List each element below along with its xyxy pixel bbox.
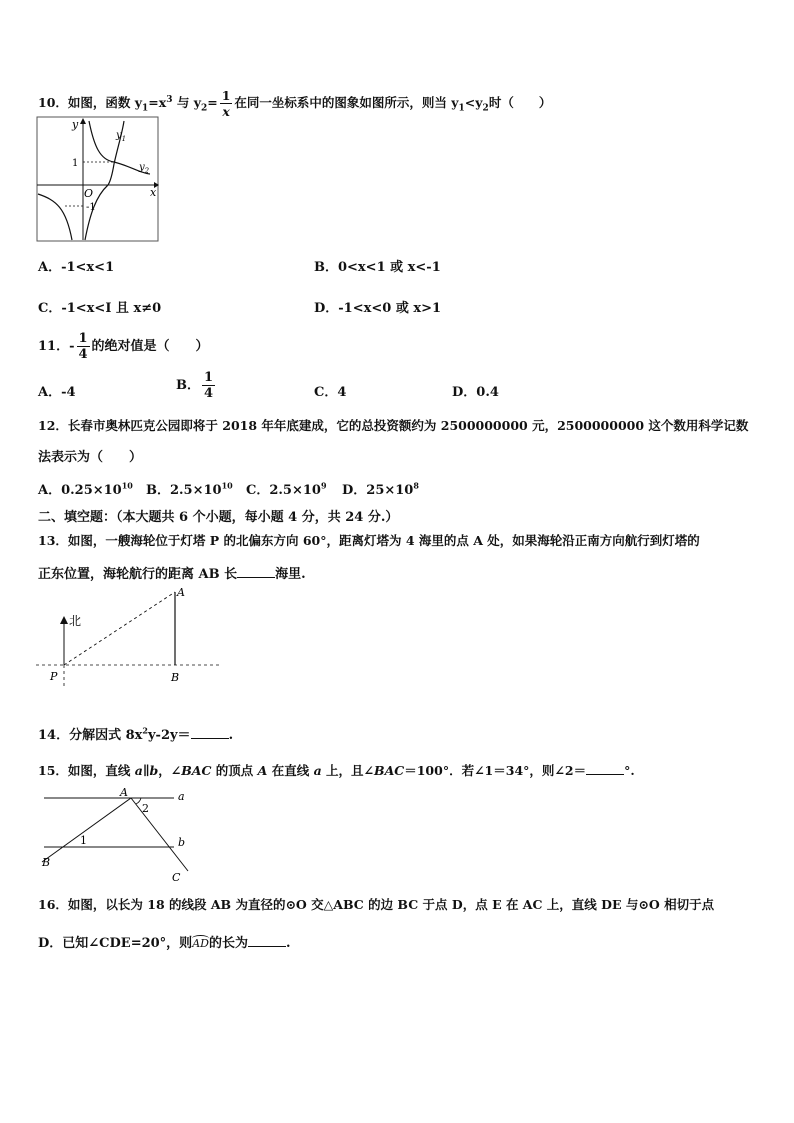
q11-option-a[interactable]: A．-4 <box>38 385 76 400</box>
q16-line2: D．已知∠CDE=20°，则AD的长为 . <box>38 936 291 951</box>
q15-diagram <box>38 786 198 886</box>
q12-option-a[interactable]: A．$0.25\times 10^{10}$ <box>38 480 133 498</box>
section-2-heading: 二、填空题：（本大题共 6 个小题，每小题 4 分，共 24 分.） <box>38 510 399 525</box>
q13-answer-blank[interactable] <box>237 566 275 578</box>
q10-graph-x-label: x <box>150 186 157 199</box>
q11-stem: 11．- $\frac{1}{4}$ 的绝对值是（ ） <box>38 331 209 362</box>
q15-point-c: C <box>172 871 181 884</box>
q16-answer-blank[interactable] <box>248 935 286 947</box>
q13-line1: 13．如图，一艘海轮位于灯塔 P 的北偏东方向 60°，距离灯塔为 4 海里的点 A 处，如果海轮沿正南方向航行到灯塔的 <box>38 533 700 548</box>
q10-stem: 10．如图，函数 $y_1=x^3$ 与 $y_2=$ $\frac{1}{x}$ 在同一坐标系中的图象如图所示，则当 $y_1<y_2$时（ ） <box>38 88 552 119</box>
q12-line1: 12．长春市奥林匹克公园即将于 2018 年年底建成，它的总投资额约为 2500000000 元，2500000000 这个数用科学记数 <box>38 418 749 433</box>
q10-option-a[interactable]: A．-1<x<1 <box>38 260 115 275</box>
q14-answer-blank[interactable] <box>191 727 229 739</box>
q14-stem: 14．分解因式 $8x^2y-2y=$ . <box>38 725 234 743</box>
q12-option-c[interactable]: C．$2.5\times 10^9$ <box>246 480 327 498</box>
q11-option-b[interactable]: B． $\frac{1}{4}$ <box>176 370 214 401</box>
q11-fraction: $\frac{1}{4}$ <box>78 331 88 362</box>
q10-fraction: $\frac{1}{x}$ <box>221 88 231 119</box>
q10-option-d[interactable]: D．-1<x<0 或 x>1 <box>314 301 442 316</box>
q13-north-label: 北 <box>69 614 82 628</box>
q10-graph-y2-label: $y_2$ <box>139 162 150 175</box>
q15-angle-2: 2 <box>142 802 149 815</box>
q10-option-b[interactable]: B．0<x<1 或 x<-1 <box>314 260 441 275</box>
q15-angle-1: 1 <box>80 834 87 847</box>
q15-line-a: a <box>178 790 185 803</box>
q10-graph-y1-label: $y_1$ <box>116 130 127 143</box>
q10-graph-y-label: y <box>72 118 79 131</box>
q13-diagram <box>36 584 220 688</box>
q12-line2: 法表示为（ ） <box>38 450 143 465</box>
q10-graph-tick-neg1: -1 <box>86 202 96 213</box>
q15-stem: 15．如图，直线 a∥b，∠BAC 的顶点 A 在直线 a 上，且∠BAC＝100°．若∠1＝34°，则∠2＝ °. <box>38 763 635 778</box>
q10-graph <box>36 116 160 244</box>
q10-graph-tick-1: 1 <box>72 158 79 169</box>
q10-graph-origin: O <box>84 187 94 200</box>
q12-option-d[interactable]: D．$25\times 10^8$ <box>342 480 419 498</box>
q16-arc-ad: AD <box>192 937 209 950</box>
q12-option-b[interactable]: B．$2.5\times 10^{10}$ <box>146 480 233 498</box>
q13-point-p: P <box>50 670 58 683</box>
q13-point-a: A <box>177 586 185 599</box>
q13-point-b: B <box>171 671 180 684</box>
q15-line-b: b <box>178 836 186 849</box>
q11-option-b-fraction: $\frac{1}{4}$ <box>204 370 214 401</box>
q15-point-a: A <box>120 786 128 799</box>
q15-answer-blank[interactable] <box>586 763 624 775</box>
q11-option-c[interactable]: C．4 <box>314 385 347 400</box>
q13-line2: 正东位置，海轮航行的距离 AB 长 海里. <box>38 567 306 582</box>
q16-line1: 16．如图，以长为 18 的线段 AB 为直径的⊙O 交△ABC 的边 BC 于点 D，点 E 在 AC 上，直线 DE 与⊙O 相切于点 <box>38 897 715 912</box>
q15-point-b: B <box>42 856 51 869</box>
q11-option-d[interactable]: D．0.4 <box>452 385 499 400</box>
q10-option-c[interactable]: C．-1<x<I 且 x≠0 <box>38 301 162 316</box>
